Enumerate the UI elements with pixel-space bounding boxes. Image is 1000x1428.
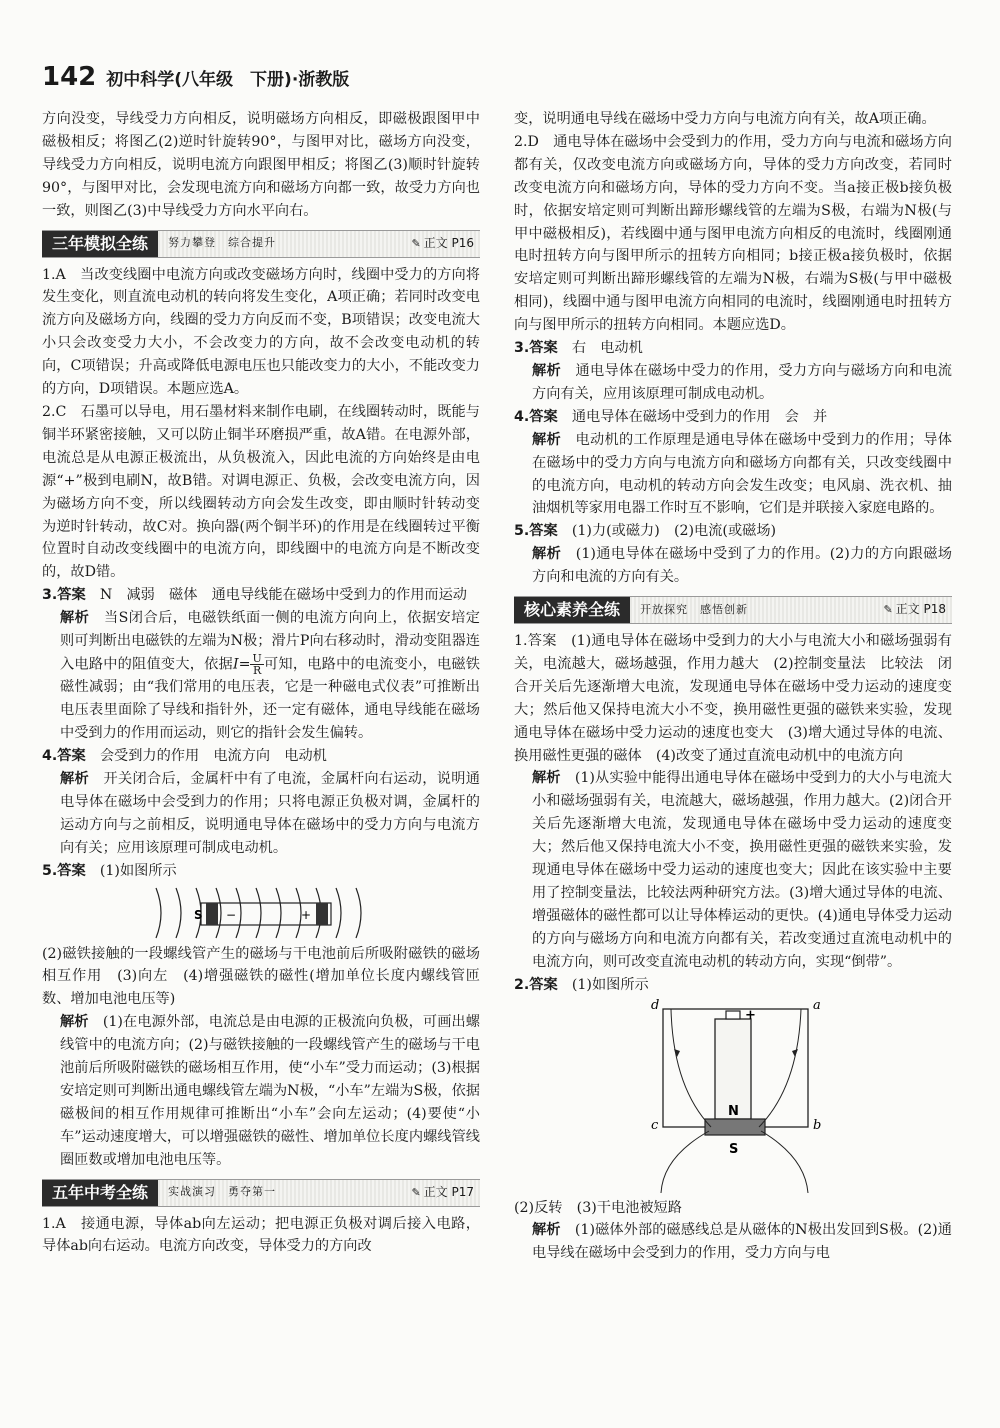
banner-page-ref xyxy=(883,598,952,622)
battery-magnet-field-figure xyxy=(633,997,833,1197)
analysis-text: (1)磁体外部的磁感线总是从磁体的N极出发回到S极。(2)通电导线在磁场中会受到力的作用，受力方向与电 xyxy=(532,1222,952,1262)
figure-label-plus: + xyxy=(745,1007,756,1023)
answer-6: 1.A 接通电源，导体ab向左运动；把电源正负极对调后接入电路，导体ab向右运动。电流方向改变，导体受力的方向改 xyxy=(42,1215,480,1255)
answer-5 xyxy=(42,860,480,883)
core-analysis-1 xyxy=(514,767,952,973)
banner-title: 三年模拟全练 xyxy=(42,231,158,257)
analysis-text-a: 当S闭合后，电磁铁纸面一侧的电流方向向上，依据安培定则可判断出电磁铁的左端为N极；滑片P向右移动时，滑动变阻器连入电路中的阻值变大，依据 xyxy=(60,610,480,673)
left-column xyxy=(42,108,480,1258)
answer-label: 4.答案 xyxy=(42,748,86,765)
analysis-3 xyxy=(42,607,480,745)
answer-text: (1)如图所示 xyxy=(571,976,649,993)
right-column xyxy=(514,108,952,1265)
answer-text: (1)如图所示 xyxy=(99,862,177,879)
analysis-5 xyxy=(42,1011,480,1171)
answer-text: 右 电动机 xyxy=(571,340,643,357)
answer-label: 4.答案 xyxy=(514,408,558,425)
answer-1: 1.A 当改变线圈中电流方向或改变磁场方向时，线圈中受力的方向将发生变化，则直流电动机的转向将发生变化，A项正确；若同时改变电流方向及磁场方向，线圈的受力方向反而不变，B项错误；改变电流大小只会改变受力大小，不会改变力的方向，故不会改变电动机的转向，C项错误；升高或降低电源电压也只能改变力的大小，不能改变力的方向，D项错误。本题应选A。 xyxy=(42,266,480,398)
figure-label-s: S xyxy=(194,907,203,922)
pen-icon: ✎ xyxy=(411,1185,421,1199)
core-answer-2-cont: (2)反转 (3)干电池被短路 xyxy=(514,1199,682,1216)
analysis-label: 解析 xyxy=(60,610,90,627)
banner-subtitle: 努力攀登 综合提升 xyxy=(168,236,277,250)
formula-numerator: U xyxy=(252,651,262,665)
banner-subtitle: 实战演习 勇夺第一 xyxy=(168,1185,277,1199)
analysis-text: (1)在电源外部，电流总是由电源的正极流向负极，可画出螺线管中的电流方向；(2)与磁铁接触的一段螺线管产生的磁场与干电池前后所吸附磁铁的磁场相互作用，使“小车”受力而运动；(3)根据安培定则可判断出通电螺线管左端为N极，“小车”左端为S极，依据磁极间的相互作用规律可推断出“小车”会向左运动；(4)要使“小车”运动速度增大，可以增强磁铁的磁性、增加单位长度内螺线管线圈匝数或增加电池电压等。 xyxy=(60,1014,480,1168)
analysis-label: 解析 xyxy=(532,546,562,563)
analysis-label: 解析 xyxy=(532,1222,561,1239)
figure-label-plus: + xyxy=(301,907,312,922)
figure-label-n: N xyxy=(728,1103,739,1119)
answer-r4 xyxy=(514,406,952,429)
formula-lhs: I= xyxy=(232,656,251,673)
core-answer-1: 1.答案 (1)通电导体在磁场中受到力的大小与电流大小和磁场强弱有关，电流越大，磁场越强，作用力越大 (2)控制变量法 比较法 闭合开关后先逐渐增大电流，发现通电导体在磁场中受力运动的速度变大；然后他又保持电流大小不变，换用磁性更强的磁铁来实验，发现通电导体在磁场中受力运动的速度也变大 (3)增大通过导体的电流、换用磁性更强的磁体 (4)改变了通过直流电动机中的电流方向 xyxy=(514,633,952,764)
analysis-text: 通电导体在磁场中受力的作用，受力方向与磁场方向和电流方向有关，应用该原理可制成电动机。 xyxy=(532,362,952,402)
answer-r3 xyxy=(514,337,952,360)
analysis-text: 电动机的工作原理是通电导体在磁场中受到力的作用；导体在磁场中的受力方向与电流方向和磁场方向都有关，只改变线圈中的电流方向，电动机的转动方向会发生改变；电风扇、洗衣机、抽油烟机等家用电器工作时互不影响，它们是并联接入家庭电路的。 xyxy=(532,431,952,517)
page-number: 142 xyxy=(42,62,97,92)
analysis-label: 解析 xyxy=(60,770,89,787)
answer-label: 3.答案 xyxy=(514,340,558,357)
analysis-label: 解析 xyxy=(532,362,561,379)
analysis-text-b: 可知，电路中的电流变小，电磁铁磁性减弱；由“我们常用的电压表，它是一种磁电式仪表”可推断出电压表里面除了导线和指针外，还一定有磁体，通电导线能在磁场中受到力的作用而运动，则它的指针会发生偏转。 xyxy=(60,656,480,742)
analysis-4 xyxy=(42,768,480,860)
figure-label-c: c xyxy=(651,1117,659,1133)
answer-text: (1)力(或磁力) (2)电流(或磁场) xyxy=(571,523,777,540)
answer-label: 5.答案 xyxy=(514,523,558,540)
answer-3 xyxy=(42,584,480,607)
core-answer-2 xyxy=(514,974,952,997)
core-analysis-2 xyxy=(514,1219,952,1265)
section-banner-three-year xyxy=(42,230,480,258)
formula-denominator: R xyxy=(252,663,262,677)
answer-5-cont: (2)磁铁接触的一段螺线管产生的磁场与干电池前后所吸附磁铁的磁场相互作用 (3)向左 (4)增强磁铁的磁性(增加单位长度内螺线管匝数、增加电池电压等) xyxy=(42,945,480,1008)
pen-icon: ✎ xyxy=(411,236,421,250)
answer-4 xyxy=(42,745,480,768)
answer-label: 2.答案 xyxy=(514,976,558,993)
section-banner-core-literacy xyxy=(514,596,952,624)
figure-label-minus: − xyxy=(226,907,237,922)
banner-ref-text: 正文 P17 xyxy=(423,1184,474,1199)
banner-page-ref xyxy=(411,1181,480,1205)
answer-label: 3.答案 xyxy=(42,587,86,604)
page-header xyxy=(42,62,349,94)
solenoid-car-figure xyxy=(146,883,376,943)
banner-ref-text: 正文 P16 xyxy=(423,235,474,250)
answer-text: N 减弱 磁体 通电导线能在磁场中受到力的作用而运动 xyxy=(99,587,467,604)
banner-ref-text: 正文 P18 xyxy=(895,602,946,617)
analysis-text: (1)通电导体在磁场中受到了力的作用。(2)力的方向跟磁场方向和电流的方向有关。 xyxy=(532,546,952,586)
book-title: 初中科学(八年级 下册)·浙教版 xyxy=(106,70,350,90)
banner-page-ref xyxy=(411,232,480,256)
figure-label-s: S xyxy=(729,1141,739,1157)
banner-subtitle: 开放探究 感悟创新 xyxy=(640,602,749,616)
analysis-text: 开关闭合后，金属杆中有了电流，金属杆向右运动，说明通电导体在磁场中会受到力的作用；只将电源正负极对调，金属杆的运动方向与之前相反，说明通电导体在磁场中的受力方向与电流方向有关；应用该原理可制成电动机。 xyxy=(60,770,480,856)
analysis-r5 xyxy=(514,543,952,589)
figure-label-b: b xyxy=(813,1117,822,1133)
answer-r2: 2.D 通电导体在磁场中会受到力的作用，受力方向与电流和磁场方向都有关，仅改变电流方向或磁场方向，导体的受力方向改变，若同时改变电流方向和磁场方向，导体的受力方向不变。当a接正极b接负极时，依据安培定则可判断出蹄形螺线管的左端为S极，右端为N极(与甲中磁极相反)，若线圈中通与图甲电流方向相反的电流时，线圈刚通电时扭转方向与图甲所示的扭转方向相同；b接正极a接负极时，依据安培定则可判断出蹄形螺线管的左端为N极，右端为S极(与甲中磁极相同)，线圈中通与图甲电流方向相同的电流时，线圈刚通电时扭转方向与图甲所示的扭转方向相同。本题应选D。 xyxy=(514,133,952,334)
pen-icon: ✎ xyxy=(883,603,893,617)
section-banner-five-year xyxy=(42,1179,480,1207)
answer-text: 通电导体在磁场中受到力的作用 会 并 xyxy=(571,408,828,425)
figure-label-d: d xyxy=(651,997,660,1013)
analysis-text: (1)从实验中能得出通电导体在磁场中受到力的大小与电流大小和磁场强弱有关，电流越大，磁场越强，作用力越大。(2)闭合开关后先逐渐增大电流，发现通电导体在磁场中受力运动的速度变大；然后他又保持电流大小不变，换用磁性更强的磁铁来实验，发现通电导体在磁场中受力运动的速度也变大；因此在该实验中主要用了控制变量法，比较法两种研究方法。(3)增大通过导体的电流、增强磁体的磁性都可以让导体棒运动的更快。(4)通电导体受力运动的方向与磁场方向和电流方向都有关，若改变通过直流电动机中的电流方向，则可改变直流电动机的转动方向，实现“倒带”。 xyxy=(532,770,952,970)
analysis-label: 解析 xyxy=(532,431,561,448)
banner-title: 五年中考全练 xyxy=(42,1180,158,1206)
answer-label: 5.答案 xyxy=(42,862,86,879)
analysis-label: 解析 xyxy=(532,770,561,787)
formula-fraction xyxy=(250,653,263,676)
analysis-label: 解析 xyxy=(60,1014,89,1031)
answer-2: 2.C 石墨可以导电，用石墨材料来制作电刷，在线圈转动时，既能与铜半环紧密接触，又可以防止铜半环磨损严重，故A错。在电源外部，电流总是从电源正极流出，从负极流入，因此电流的方向始终是由电源“+”极到电刷N，故B错。对调电源正、负极，会改变电流方向，因为磁场方向不变，所以线圈转动方向会发生改变，即由顺时针转动变为逆时针转动，故C对。换向器(两个铜半环)的作用是在线圈转过平衡位置时自动改变线圈中的电流方向，即线圈中的电流方向是不断改变的，故D错。 xyxy=(42,403,480,581)
analysis-r4 xyxy=(514,429,952,521)
continued-paragraph: 变，说明通电导线在磁场中受力方向与电流方向有关，故A项正确。 xyxy=(514,111,936,127)
answer-text: 会受到力的作用 电流方向 电动机 xyxy=(99,748,327,765)
answer-r5 xyxy=(514,520,952,543)
figure-label-a: a xyxy=(813,997,821,1013)
analysis-r3 xyxy=(514,360,952,406)
banner-title: 核心素养全练 xyxy=(514,597,630,623)
intro-paragraph: 方向没变，导线受力方向相反，说明磁场方向相反，即磁极跟图甲中磁极相反；将图乙(2)逆时针旋转90°，与图甲对比，磁场方向没变，导线受力方向相反，说明电流方向跟图甲相反；将图乙(3)顺时针旋转90°，与图甲对比，会发现电流方向和磁场方向都一致，故受力方向也一致，则图乙(3)中导线受力方向水平向右。 xyxy=(42,111,480,219)
